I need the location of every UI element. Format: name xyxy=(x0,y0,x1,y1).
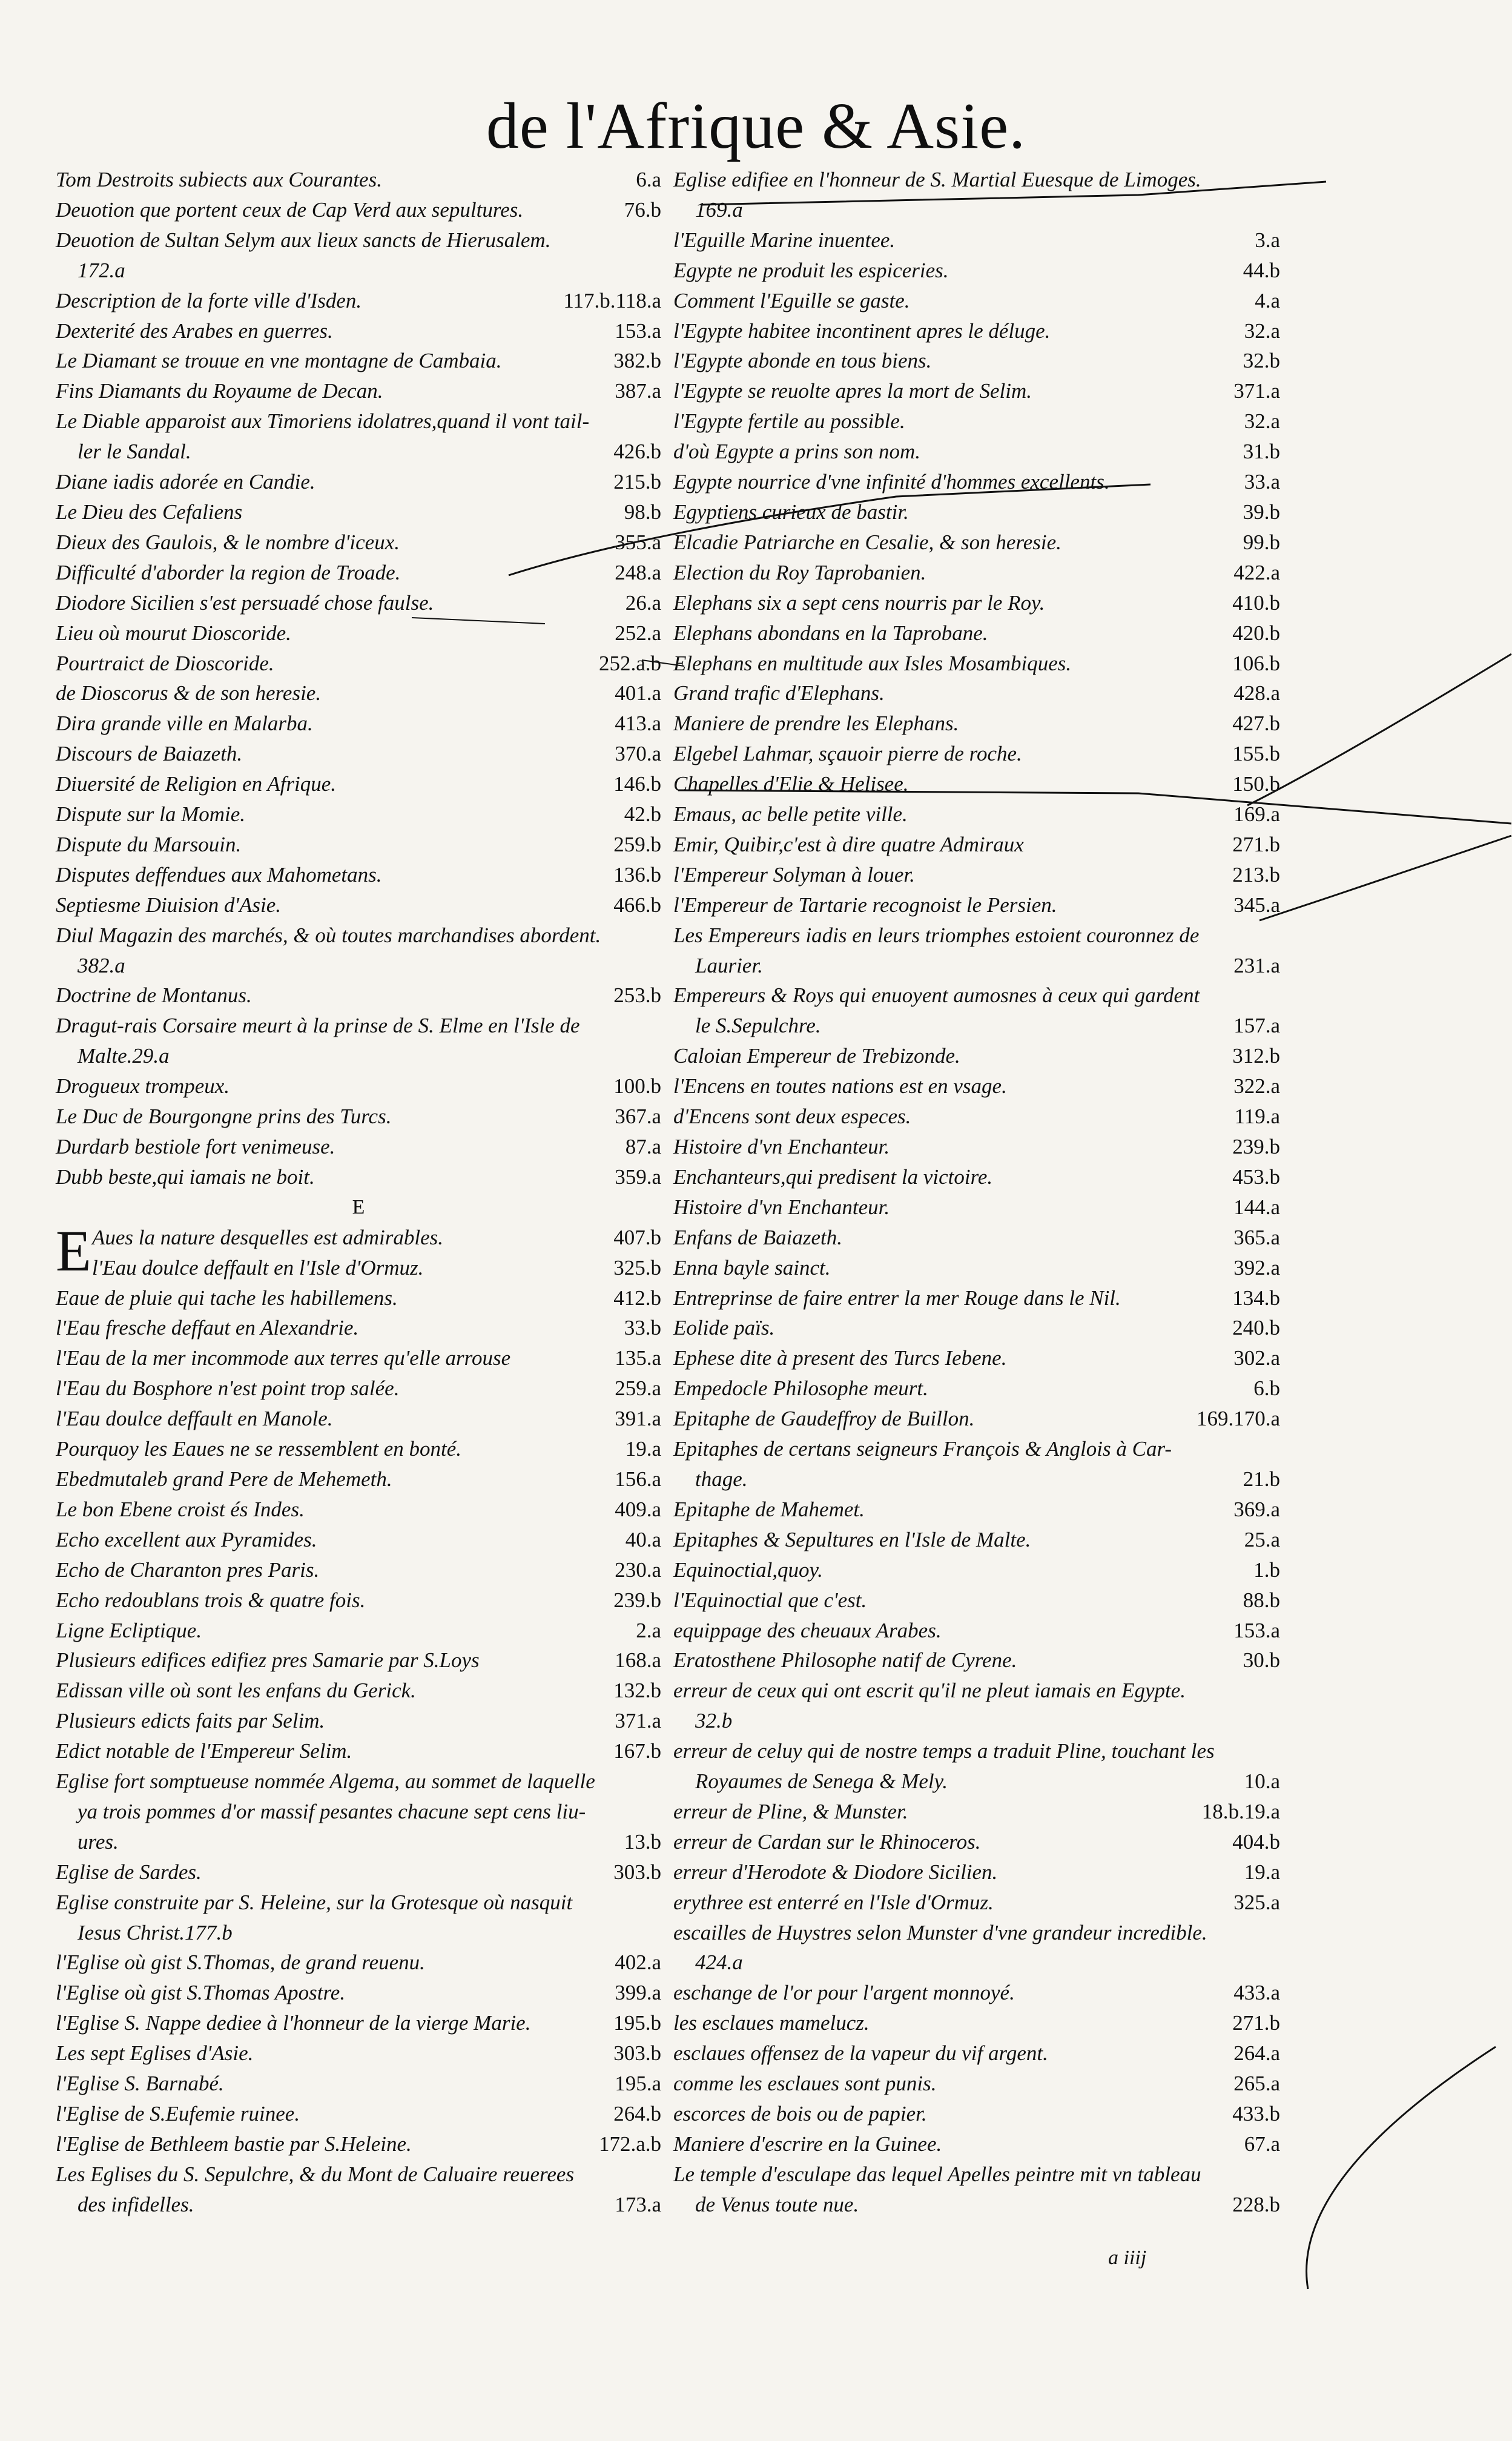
entry-text: 172.a xyxy=(78,258,125,282)
page-reference: 248.a xyxy=(615,560,661,584)
entry-text: Epitaphe de Mahemet. xyxy=(673,1497,865,1521)
entry-text: Ligne Ecliptique. xyxy=(56,1618,202,1642)
entry-text: Eglise de Sardes. xyxy=(56,1860,202,1884)
entry-text: Dira grande ville en Malarba. xyxy=(56,712,313,736)
entry-text: Tom Destroits subiects aux Courantes. xyxy=(56,168,382,191)
page-reference: 325.a xyxy=(1233,1890,1280,1914)
page-title: de l'Afrique & Asie. xyxy=(486,90,1026,162)
page-reference: 252.a.b xyxy=(598,651,661,675)
entry-text: Dubb beste,qui iamais ne boit. xyxy=(56,1164,315,1189)
entry-text: Deuotion que portent ceux de Cap Verd aux sepultures. xyxy=(56,197,524,222)
page-reference: 132.b xyxy=(613,1679,661,1703)
page-reference: 136.b xyxy=(613,862,661,887)
entry-text: 169.a xyxy=(695,197,743,222)
page-reference: 239.b xyxy=(1232,1135,1280,1158)
page-reference: 392.a xyxy=(1233,1255,1280,1280)
entry-text: Lieu où mourut Dioscoride. xyxy=(56,621,291,645)
page-reference: 271.b xyxy=(1232,832,1280,856)
signature-mark: a iiij xyxy=(1108,2247,1147,2269)
entry-text: Eglise fort somptueuse nommée Algema, au sommet de laquelle xyxy=(56,1769,595,1794)
entry-text: Ebedmutaleb grand Pere de Mehemeth. xyxy=(56,1467,392,1491)
page-reference: 169.170.a xyxy=(1196,1407,1280,1431)
page-reference: 215.b xyxy=(613,470,661,494)
page-reference: 67.a xyxy=(1244,2132,1280,2156)
page-reference: 355.a xyxy=(615,530,661,554)
entry-text: Elephans en multitude aux Isles Mosambiques. xyxy=(673,651,1072,675)
entry-text: Egypte nourrice d'vne infinité d'hommes excellents. xyxy=(673,470,1110,494)
page-reference: 6.a xyxy=(636,168,661,191)
entry-text: erreur de Pline, & Munster. xyxy=(673,1799,908,1823)
page-reference: 33.a xyxy=(1244,470,1280,494)
page-reference: 10.a xyxy=(1244,1769,1280,1794)
page-reference: 13.b xyxy=(624,1829,661,1854)
entry-text: Le Dieu des Cefaliens xyxy=(56,500,243,524)
entry-text: l'Eglise où gist S.Thomas, de grand reuenu. xyxy=(56,1950,425,1975)
page-reference: 264.a xyxy=(1233,2041,1280,2066)
entry-text: l'Egypte abonde en tous biens. xyxy=(673,349,932,373)
entry-text: de Dioscorus & de son heresie. xyxy=(56,681,322,705)
page-reference: 401.a xyxy=(615,681,661,705)
entry-text: Eglise edifiee en l'honneur de S. Martial Euesque de Limoges. xyxy=(673,168,1201,191)
entry-text: Diuersité de Religion en Afrique. xyxy=(56,772,337,796)
entry-text: Laurier. xyxy=(695,953,763,977)
entry-text: Enfans de Baiazeth. xyxy=(673,1225,842,1249)
page-reference: 433.a xyxy=(1233,1981,1280,2005)
page-reference: 240.b xyxy=(1232,1316,1280,1340)
entry-text: Elcadie Patriarche en Cesalie, & son heresie. xyxy=(673,530,1061,554)
page-reference: 169.a xyxy=(1233,802,1280,827)
entry-text: l'Eau du Bosphore n'est point trop salée. xyxy=(56,1376,400,1401)
entry-text: Grand trafic d'Elephans. xyxy=(673,681,885,705)
entry-text: Le bon Ebene croist és Indes. xyxy=(56,1497,305,1521)
page-reference: 88.b xyxy=(1243,1588,1280,1612)
entry-text: Malte.29.a xyxy=(78,1044,170,1068)
entry-text: Aues la nature desquelles est admirables. xyxy=(92,1225,444,1249)
entry-text: Entreprinse de faire entrer la mer Rouge dans le Nil. xyxy=(673,1286,1121,1310)
page-reference: 153.a xyxy=(615,319,661,343)
page-reference: 322.a xyxy=(1233,1074,1280,1098)
entry-text: Les sept Eglises d'Asie. xyxy=(56,2041,254,2066)
page-reference: 2.a xyxy=(636,1618,661,1642)
page-reference: 42.b xyxy=(624,802,661,827)
entry-text: Le Diamant se trouue en vne montagne de Cambaia. xyxy=(56,349,502,373)
entry-text: Comment l'Eguille se gaste. xyxy=(673,288,910,312)
page-reference: 117.b.118.a xyxy=(563,288,661,312)
entry-text: Dexterité des Arabes en guerres. xyxy=(56,319,333,343)
page-reference: 345.a xyxy=(1233,893,1280,917)
entry-text: Enna bayle sainct. xyxy=(673,1255,831,1280)
drop-cap-letter: E xyxy=(56,1218,91,1283)
entry-text: Dispute sur la Momie. xyxy=(56,802,246,827)
entry-text: Echo excellent aux Pyramides. xyxy=(56,1527,317,1551)
page-reference: 19.a xyxy=(625,1437,661,1461)
page-reference: 134.b xyxy=(1232,1286,1280,1310)
page-reference: 427.b xyxy=(1232,712,1280,736)
page-reference: 173.a xyxy=(615,2192,661,2216)
page-reference: 106.b xyxy=(1232,651,1280,675)
page-reference: 371.a xyxy=(1233,379,1280,403)
entry-text: 424.a xyxy=(695,1950,743,1975)
page-reference: 100.b xyxy=(613,1074,661,1098)
page-reference: 433.b xyxy=(1232,2102,1280,2126)
entry-text: des infidelles. xyxy=(78,2192,194,2216)
page-reference: 4.a xyxy=(1255,288,1280,312)
page-reference: 259.b xyxy=(613,832,661,856)
entry-text: esclaues offensez de la vapeur du vif argent. xyxy=(673,2041,1048,2066)
entry-text: Eratosthene Philosophe natif de Cyrene. xyxy=(673,1648,1017,1673)
entry-text: l'Eglise S. Nappe dediee à l'honneur de la vierge Marie. xyxy=(56,2011,531,2035)
page-reference: 167.b xyxy=(613,1739,661,1763)
entry-text: Le temple d'esculape das lequel Apelles peintre mit vn tableau xyxy=(673,2162,1201,2186)
entry-text: l'Eglise où gist S.Thomas Apostre. xyxy=(56,1981,346,2005)
entry-text: Les Empereurs iadis en leurs triomphes estoient couronnez de xyxy=(673,923,1200,947)
page-reference: 252.a xyxy=(615,621,661,645)
page-reference: 144.a xyxy=(1233,1195,1280,1219)
entry-text: Chapelles d'Elie & Helisee. xyxy=(673,772,909,796)
page-reference: 18.b.19.a xyxy=(1201,1799,1280,1823)
page-reference: 6.b xyxy=(1253,1376,1280,1401)
page-reference: 369.a xyxy=(1233,1497,1280,1521)
entry-text: Drogueux trompeux. xyxy=(56,1074,230,1098)
page-reference: 228.b xyxy=(1232,2192,1280,2216)
page-reference: 157.a xyxy=(1233,1014,1280,1038)
page-reference: 402.a xyxy=(615,1950,661,1975)
entry-text: Elephans abondans en la Taprobane. xyxy=(673,621,988,645)
page-reference: 87.a xyxy=(625,1135,661,1158)
entry-text: l'Empereur Solyman à louer. xyxy=(673,862,915,887)
page-reference: 76.b xyxy=(624,197,661,222)
page-reference: 399.a xyxy=(615,1981,661,2005)
page-reference: 407.b xyxy=(613,1225,661,1249)
page-reference: 135.a xyxy=(615,1346,661,1370)
page-reference: 466.b xyxy=(613,893,661,917)
entry-text: Diane iadis adorée en Candie. xyxy=(56,470,315,494)
entry-text: comme les esclaues sont punis. xyxy=(673,2072,937,2096)
entry-text: 32.b xyxy=(695,1709,733,1733)
entry-text: escailles de Huystres selon Munster d'vne grandeur incredible. xyxy=(673,1920,1207,1944)
entry-text: l'Eau de la mer incommode aux terres qu'elle arrouse xyxy=(56,1346,511,1370)
entry-text: Ephese dite à present des Turcs Iebene. xyxy=(673,1346,1007,1370)
entry-text: erreur de ceux qui ont escrit qu'il ne pleut iamais en Egypte. xyxy=(673,1679,1186,1703)
entry-text: Histoire d'vn Enchanteur. xyxy=(673,1135,890,1158)
page-reference: 40.a xyxy=(625,1527,661,1551)
page-reference: 428.a xyxy=(1233,681,1280,705)
entry-text: l'Eau doulce deffault en l'Isle d'Ormuz. xyxy=(92,1255,424,1280)
entry-text: l'Eguille Marine inuentee. xyxy=(673,228,896,252)
entry-text: Diodore Sicilien s'est persuadé chose faulse. xyxy=(56,590,434,615)
entry-text: les esclaues mamelucz. xyxy=(673,2011,870,2035)
page-reference: 146.b xyxy=(613,772,661,796)
entry-text: Eglise construite par S. Heleine, sur la Grotesque où nasquit xyxy=(56,1890,573,1914)
page-reference: 367.a xyxy=(615,1105,661,1129)
page-reference: 195.a xyxy=(615,2072,661,2096)
page-reference: 413.a xyxy=(615,712,661,736)
entry-text: Maniere de prendre les Elephans. xyxy=(673,712,959,736)
page-reference: 231.a xyxy=(1233,953,1280,977)
page-reference: 422.a xyxy=(1233,560,1280,584)
entry-text: Equinoctial,quoy. xyxy=(673,1557,823,1582)
entry-text: Egyptiens curieux de bastir. xyxy=(673,500,909,524)
section-letter: E xyxy=(352,1195,365,1218)
page-reference: 1.b xyxy=(1253,1557,1280,1582)
entry-text: Pourquoy les Eaues ne se ressemblent en bonté. xyxy=(56,1437,462,1461)
entry-text: Septiesme Diuision d'Asie. xyxy=(56,893,282,917)
entry-text: Fins Diamants du Royaume de Decan. xyxy=(56,379,383,403)
entry-text: Dragut-rais Corsaire meurt à la prinse de S. Elme en l'Isle de xyxy=(56,1014,580,1038)
page-reference: 168.a xyxy=(615,1648,661,1673)
entry-text: l'Encens en toutes nations est en vsage. xyxy=(673,1074,1007,1098)
entry-text: Echo de Charanton pres Paris. xyxy=(56,1557,320,1582)
page-reference: 230.a xyxy=(615,1557,661,1582)
entry-text: Difficulté d'aborder la region de Troade. xyxy=(56,560,401,584)
page-reference: 31.b xyxy=(1243,440,1280,464)
page-reference: 32.a xyxy=(1244,409,1280,434)
entry-text: Durdarb bestiole fort venimeuse. xyxy=(56,1135,335,1158)
entry-text: Disputes deffendues aux Mahometans. xyxy=(56,862,382,887)
page-reference: 44.b xyxy=(1243,258,1280,282)
page-reference: 259.a xyxy=(615,1376,661,1401)
entry-text: Dieux des Gaulois, & le nombre d'iceux. xyxy=(56,530,400,554)
entry-text: Discours de Baiazeth. xyxy=(56,742,243,766)
entry-text: Dispute du Marsouin. xyxy=(56,832,242,856)
entry-text: escorces de bois ou de papier. xyxy=(673,2102,927,2126)
entry-text: erreur d'Herodote & Diodore Sicilien. xyxy=(673,1860,998,1884)
entry-text: Edict notable de l'Empereur Selim. xyxy=(56,1739,352,1763)
entry-text: Deuotion de Sultan Selym aux lieux sancts de Hierusalem. xyxy=(56,228,551,252)
page-reference: 453.b xyxy=(1232,1164,1280,1189)
page-reference: 153.a xyxy=(1233,1618,1280,1642)
entry-text: Emaus, ac belle petite ville. xyxy=(673,802,908,827)
page-reference: 155.b xyxy=(1232,742,1280,766)
page-reference: 239.b xyxy=(613,1588,661,1612)
entry-text: equippage des cheuaux Arabes. xyxy=(673,1618,942,1642)
page-reference: 426.b xyxy=(613,440,661,464)
entry-text: Le Duc de Bourgongne prins des Turcs. xyxy=(56,1105,392,1129)
page-reference: 99.b xyxy=(1243,530,1280,554)
entry-text: d'où Egypte a prins son nom. xyxy=(673,440,921,464)
entry-text: Enchanteurs,qui predisent la victoire. xyxy=(673,1164,993,1189)
page-reference: 30.b xyxy=(1243,1648,1280,1673)
entry-text: Plusieurs edicts faits par Selim. xyxy=(56,1709,325,1733)
entry-text: Empereurs & Roys qui enuoyent aumosnes à ceux qui gardent xyxy=(673,983,1200,1008)
entry-text: Edissan ville où sont les enfans du Gerick. xyxy=(56,1679,416,1703)
entry-text: ler le Sandal. xyxy=(78,440,191,464)
entry-text: Doctrine de Montanus. xyxy=(56,983,252,1008)
page-reference: 387.a xyxy=(615,379,661,403)
entry-text: l'Egypte fertile au possible. xyxy=(673,409,905,434)
entry-text: erreur de Cardan sur le Rhinoceros. xyxy=(673,1829,981,1854)
entry-text: Histoire d'vn Enchanteur. xyxy=(673,1195,890,1219)
entry-text: le S.Sepulchre. xyxy=(695,1014,821,1038)
page-reference: 19.a xyxy=(1244,1860,1280,1884)
entry-text: eschange de l'or pour l'argent monnoyé. xyxy=(673,1981,1015,2005)
page-reference: 119.a xyxy=(1234,1105,1280,1129)
entry-text: erreur de celuy qui de nostre temps a traduit Pline, touchant les xyxy=(673,1739,1215,1763)
page-reference: 412.b xyxy=(613,1286,661,1310)
entry-text: Pourtraict de Dioscoride. xyxy=(56,651,274,675)
entry-text: Eaue de pluie qui tache les habillemens. xyxy=(56,1286,398,1310)
entry-text: l'Egypte se reuolte apres la mort de Selim. xyxy=(673,379,1032,403)
page-reference: 404.b xyxy=(1232,1829,1280,1854)
entry-text: Election du Roy Taprobanien. xyxy=(673,560,926,584)
page-reference: 391.a xyxy=(615,1407,661,1431)
entry-text: Emir, Quibir,c'est à dire quatre Admiraux xyxy=(673,832,1024,856)
page-reference: 325.b xyxy=(613,1255,661,1280)
entry-text: l'Eglise S. Barnabé. xyxy=(56,2072,224,2096)
entry-text: Eolide païs. xyxy=(673,1316,775,1340)
page-reference: 420.b xyxy=(1232,621,1280,645)
page-reference: 172.a.b xyxy=(598,2132,661,2156)
page-reference: 253.b xyxy=(613,983,661,1008)
page-reference: 195.b xyxy=(613,2011,661,2035)
entry-text: Caloian Empereur de Trebizonde. xyxy=(673,1044,960,1068)
page-reference: 150.b xyxy=(1232,772,1280,796)
page-reference: 303.b xyxy=(613,1860,661,1884)
page-reference: 98.b xyxy=(624,500,661,524)
entry-text: Epitaphes & Sepultures en l'Isle de Malte. xyxy=(673,1527,1031,1551)
page-reference: 32.b xyxy=(1243,349,1280,373)
page-reference: 33.b xyxy=(624,1316,661,1340)
entry-text: Epitaphes de certans seigneurs François & Anglois à Car- xyxy=(673,1437,1172,1461)
page-reference: 302.a xyxy=(1233,1346,1280,1370)
entry-text: Maniere d'escrire en la Guinee. xyxy=(673,2132,942,2156)
entry-text: thage. xyxy=(695,1467,748,1491)
entry-text: l'Eglise de Bethleem bastie par S.Heleine. xyxy=(56,2132,412,2156)
entry-text: l'Eglise de S.Eufemie ruinee. xyxy=(56,2102,300,2126)
page-reference: 312.b xyxy=(1232,1044,1280,1068)
entry-text: Echo redoublans trois & quatre fois. xyxy=(56,1588,366,1612)
entry-text: Diul Magazin des marchés, & où toutes marchandises abordent. xyxy=(56,923,601,947)
entry-text: Elephans six a sept cens nourris par le Roy. xyxy=(673,590,1045,615)
page-reference: 264.b xyxy=(613,2102,661,2126)
entry-text: Iesus Christ.177.b xyxy=(78,1920,233,1944)
page-reference: 359.a xyxy=(615,1164,661,1189)
entry-text: Elgebel Lahmar, sçauoir pierre de roche. xyxy=(673,742,1022,766)
page-reference: 3.a xyxy=(1255,228,1280,252)
page-reference: 156.a xyxy=(615,1467,661,1491)
entry-text: 382.a xyxy=(78,953,125,977)
page-reference: 410.b xyxy=(1232,590,1280,615)
entry-text: ures. xyxy=(78,1829,119,1854)
page-reference: 371.a xyxy=(615,1709,661,1733)
entry-text: Plusieurs edifices edifiez pres Samarie par S.Loys xyxy=(56,1648,480,1673)
entry-text: Empedocle Philosophe meurt. xyxy=(673,1376,928,1401)
entry-text: Les Eglises du S. Sepulchre, & du Mont de Caluaire reuerees xyxy=(56,2162,575,2186)
entry-text: de Venus toute nue. xyxy=(695,2192,859,2216)
page-reference: 265.a xyxy=(1233,2072,1280,2096)
entry-text: Description de la forte ville d'Isden. xyxy=(56,288,362,312)
page-reference: 409.a xyxy=(615,1497,661,1521)
page-reference: 25.a xyxy=(1244,1527,1280,1551)
page-reference: 382.b xyxy=(613,349,661,373)
entry-text: l'Eau doulce deffault en Manole. xyxy=(56,1407,333,1431)
entry-text: erythree est enterré en l'Isle d'Ormuz. xyxy=(673,1890,994,1914)
entry-text: Egypte ne produit les espiceries. xyxy=(673,258,949,282)
entry-text: l'Eau fresche deffaut en Alexandrie. xyxy=(56,1316,359,1340)
page-reference: 32.a xyxy=(1244,319,1280,343)
page-reference: 21.b xyxy=(1243,1467,1280,1491)
entry-text: d'Encens sont deux especes. xyxy=(673,1105,911,1129)
entry-text: ya trois pommes d'or massif pesantes chacune sept cens liu- xyxy=(78,1799,586,1823)
entry-text: l'Equinoctial que c'est. xyxy=(673,1588,867,1612)
page-reference: 370.a xyxy=(615,742,661,766)
page-reference: 365.a xyxy=(1233,1225,1280,1249)
entry-text: Royaumes de Senega & Mely. xyxy=(695,1769,948,1794)
page-reference: 213.b xyxy=(1232,862,1280,887)
entry-text: l'Empereur de Tartarie recognoist le Persien. xyxy=(673,893,1057,917)
entry-text: l'Egypte habitee incontinent apres le déluge. xyxy=(673,319,1051,343)
page-reference: 39.b xyxy=(1243,500,1280,524)
page-reference: 271.b xyxy=(1232,2011,1280,2035)
entry-text: Epitaphe de Gaudeffroy de Buillon. xyxy=(673,1407,975,1431)
page-reference: 303.b xyxy=(613,2041,661,2066)
page-reference: 26.a xyxy=(625,590,661,615)
entry-text: Le Diable apparoist aux Timoriens idolatres,quand il vont tail- xyxy=(56,409,590,434)
